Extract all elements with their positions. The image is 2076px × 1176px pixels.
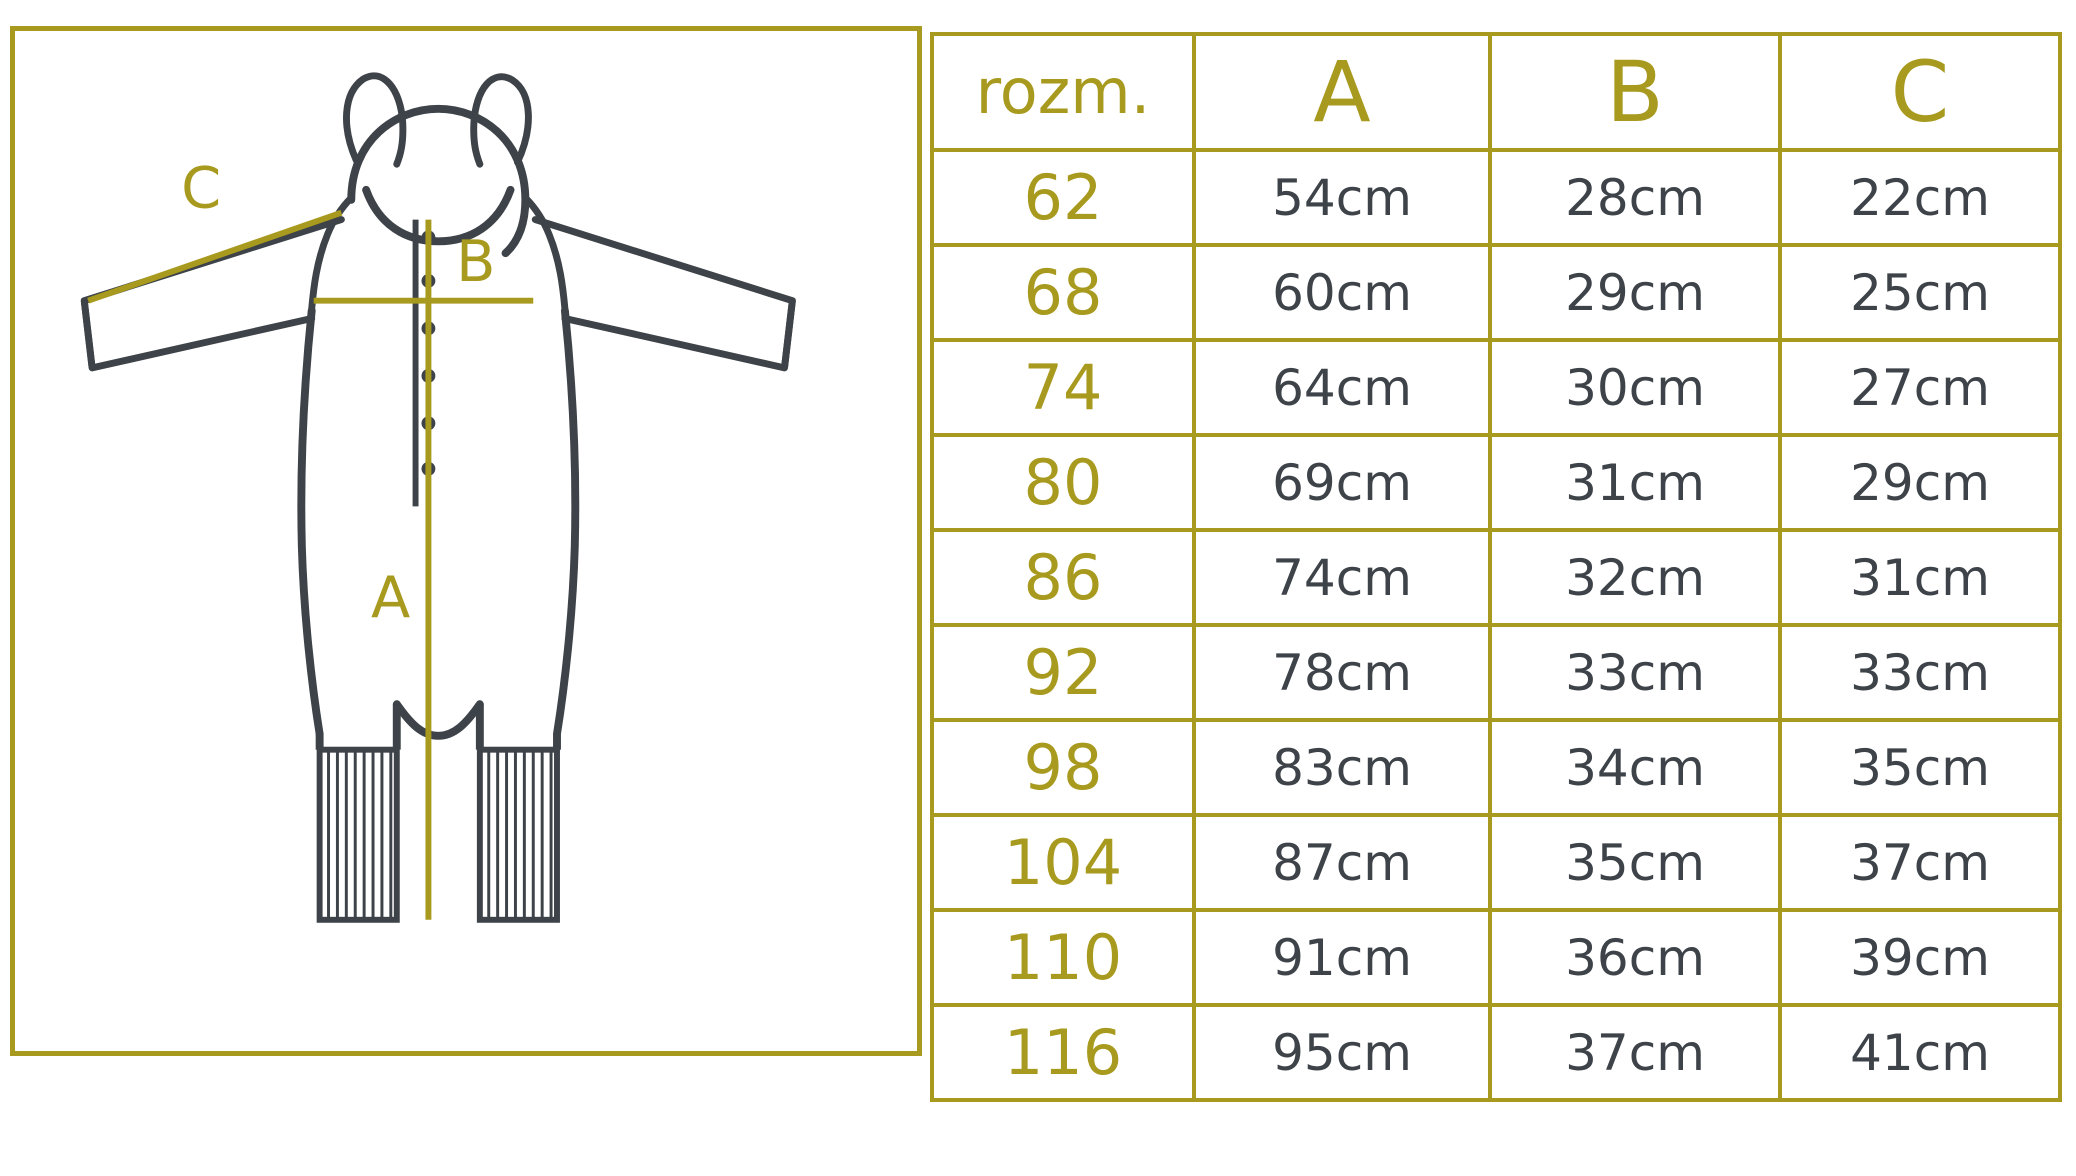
cell-a: 69cm bbox=[1194, 435, 1490, 530]
cell-b: 32cm bbox=[1490, 530, 1780, 625]
table-row bbox=[932, 245, 2060, 340]
cell-b: 33cm bbox=[1490, 625, 1780, 720]
size-table bbox=[930, 32, 2062, 1102]
cell-size: 80 bbox=[932, 435, 1194, 530]
table-row bbox=[932, 435, 2060, 530]
cell-a: 64cm bbox=[1194, 340, 1490, 435]
table-row bbox=[932, 815, 2060, 910]
cell-size: 110 bbox=[932, 910, 1194, 1005]
table-row bbox=[932, 1005, 2060, 1100]
garment-illustration bbox=[15, 31, 917, 1051]
body-right-side bbox=[557, 311, 575, 734]
crotch-seam bbox=[397, 704, 480, 736]
cell-c: 31cm bbox=[1780, 530, 2060, 625]
sleeve-right bbox=[535, 220, 792, 368]
cell-a: 87cm bbox=[1194, 815, 1490, 910]
measure-label-c: C bbox=[181, 154, 222, 222]
cell-size: 116 bbox=[932, 1005, 1194, 1100]
table-row bbox=[932, 910, 2060, 1005]
cell-size: 74 bbox=[932, 340, 1194, 435]
cuff-right bbox=[784, 301, 792, 368]
cell-b: 34cm bbox=[1490, 720, 1780, 815]
header-b: B bbox=[1490, 34, 1780, 150]
rib-lines-left bbox=[329, 752, 391, 918]
table-row bbox=[932, 625, 2060, 720]
rib-lines-right bbox=[489, 752, 551, 918]
cell-c: 41cm bbox=[1780, 1005, 2060, 1100]
cell-size: 92 bbox=[932, 625, 1194, 720]
rib-cuff-right bbox=[480, 750, 557, 920]
cell-b: 37cm bbox=[1490, 1005, 1780, 1100]
table-header-row bbox=[932, 34, 2060, 150]
cell-c: 27cm bbox=[1780, 340, 2060, 435]
cell-b: 31cm bbox=[1490, 435, 1780, 530]
cell-b: 28cm bbox=[1490, 150, 1780, 245]
table-row bbox=[932, 720, 2060, 815]
header-c: C bbox=[1780, 34, 2060, 150]
cell-c: 33cm bbox=[1780, 625, 2060, 720]
measure-label-b: B bbox=[456, 227, 496, 295]
cell-a: 83cm bbox=[1194, 720, 1490, 815]
cell-c: 35cm bbox=[1780, 720, 2060, 815]
cell-b: 30cm bbox=[1490, 340, 1780, 435]
table-row bbox=[932, 340, 2060, 435]
cell-size: 86 bbox=[932, 530, 1194, 625]
cell-a: 91cm bbox=[1194, 910, 1490, 1005]
rib-cuff-left bbox=[320, 750, 397, 920]
header-size: rozm. bbox=[932, 34, 1194, 150]
cell-size: 62 bbox=[932, 150, 1194, 245]
sleeve-left bbox=[84, 220, 341, 368]
cell-b: 36cm bbox=[1490, 910, 1780, 1005]
cell-c: 37cm bbox=[1780, 815, 2060, 910]
cell-a: 74cm bbox=[1194, 530, 1490, 625]
table-row bbox=[932, 530, 2060, 625]
cell-a: 60cm bbox=[1194, 245, 1490, 340]
cuff-left bbox=[84, 301, 92, 368]
cell-size: 104 bbox=[932, 815, 1194, 910]
cell-c: 22cm bbox=[1780, 150, 2060, 245]
cell-b: 35cm bbox=[1490, 815, 1780, 910]
cell-c: 25cm bbox=[1780, 245, 2060, 340]
garment-illustration-panel bbox=[10, 26, 922, 1056]
cell-c: 39cm bbox=[1780, 910, 2060, 1005]
collar-right bbox=[525, 198, 565, 309]
size-table-container bbox=[930, 32, 2058, 1089]
table-row bbox=[932, 150, 2060, 245]
header-a: A bbox=[1194, 34, 1490, 150]
cell-a: 54cm bbox=[1194, 150, 1490, 245]
cell-a: 95cm bbox=[1194, 1005, 1490, 1100]
measure-label-a: A bbox=[371, 564, 411, 632]
cell-size: 98 bbox=[932, 720, 1194, 815]
hood-outline bbox=[351, 109, 525, 253]
cell-size: 68 bbox=[932, 245, 1194, 340]
cell-a: 78cm bbox=[1194, 625, 1490, 720]
body-left-side bbox=[301, 311, 319, 734]
cell-c: 29cm bbox=[1780, 435, 2060, 530]
measure-line-c bbox=[88, 213, 341, 301]
cell-b: 29cm bbox=[1490, 245, 1780, 340]
